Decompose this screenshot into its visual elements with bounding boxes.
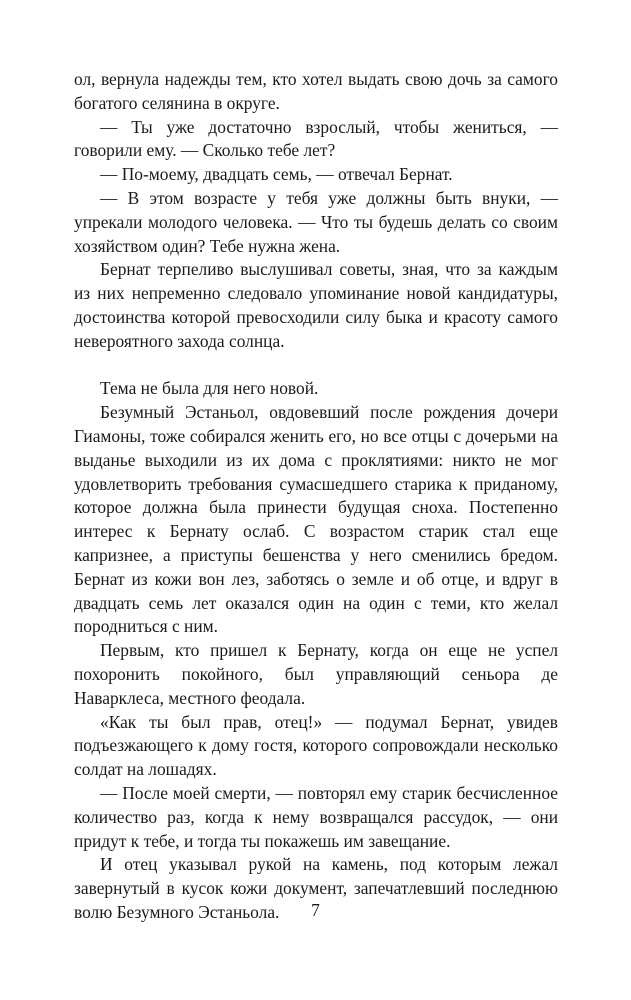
paragraph-dialogue-age-answer: — По-моему, двадцать семь, — отвечал Бернат.: [100, 164, 453, 185]
paragraph-advice: Бернат терпеливо выслушивал советы, зная, что за каждым из них непременно следовало упоминание новой кандидатуры, достоинства которой превосходили силу быка и красоту самого невероятного захода солнца.: [74, 259, 558, 351]
page-number: 7: [311, 900, 320, 920]
paragraph-dialogue-reproach: — В этом возрасте у тебя уже должны быть внуки, — упрекали молодого человека. — Что ты будешь делать со своим хозяйством один? Тебе нужна жена.: [74, 187, 558, 256]
paragraph-section-start: Тема не была для него новой.: [100, 378, 319, 399]
paragraph-document: И отец указывал рукой на камень, под которым лежал завернутый в кусок кожи документ, запечатлевший последнюю волю Безумного Эстаньола.: [74, 854, 558, 922]
paragraph-first-visitor: Первым, кто пришел к Бернату, когда он еще не успел похоронить покойного, был управляющий сеньора де Наварклеса, местного феодала.: [74, 640, 558, 708]
paragraph-continuation: ол, вернула надежды тем, кто хотел выдать свою дочь за самого богатого селянина в округе.: [74, 69, 558, 113]
paragraph-dialogue-age-question: — Ты уже достаточно взрослый, чтобы жениться, — говорили ему. — Сколько тебе лет?: [74, 116, 558, 161]
paragraph-estanyol: Безумный Эстаньол, овдовевший после рождения дочери Гиамоны, тоже собирался женить его, но все отцы с дочерьми на выданье выходили из их дома с проклятиями: никто не мог удовлетворить требования сумасшедшего старика к приданому, которое должна была принести будущая сноха. Постепенно интерес к Бернату ослаб. С возрастом старик стал еще капризнее, а приступы бешенства у него сменились бредом. Бернат из кожи вон лез, заботясь о земле и об отце, и вдруг в двадцать семь лет оказался один на один с теми, кто желал породниться с ним.: [74, 402, 558, 637]
paragraph-thought: «Как ты был прав, отец!» — подумал Бернат, увидев подъезжающего к дому гостя, которого сопровождали несколько солдат на лошадях.: [74, 711, 558, 780]
body-text: [74, 68, 558, 925]
paragraph-dialogue-will: — После моей смерти, — повторял ему старик бесчисленное количество раз, когда к нему возвращался рассудок, — они придут к тебе, и тогда ты покажешь им завещание.: [74, 782, 558, 851]
